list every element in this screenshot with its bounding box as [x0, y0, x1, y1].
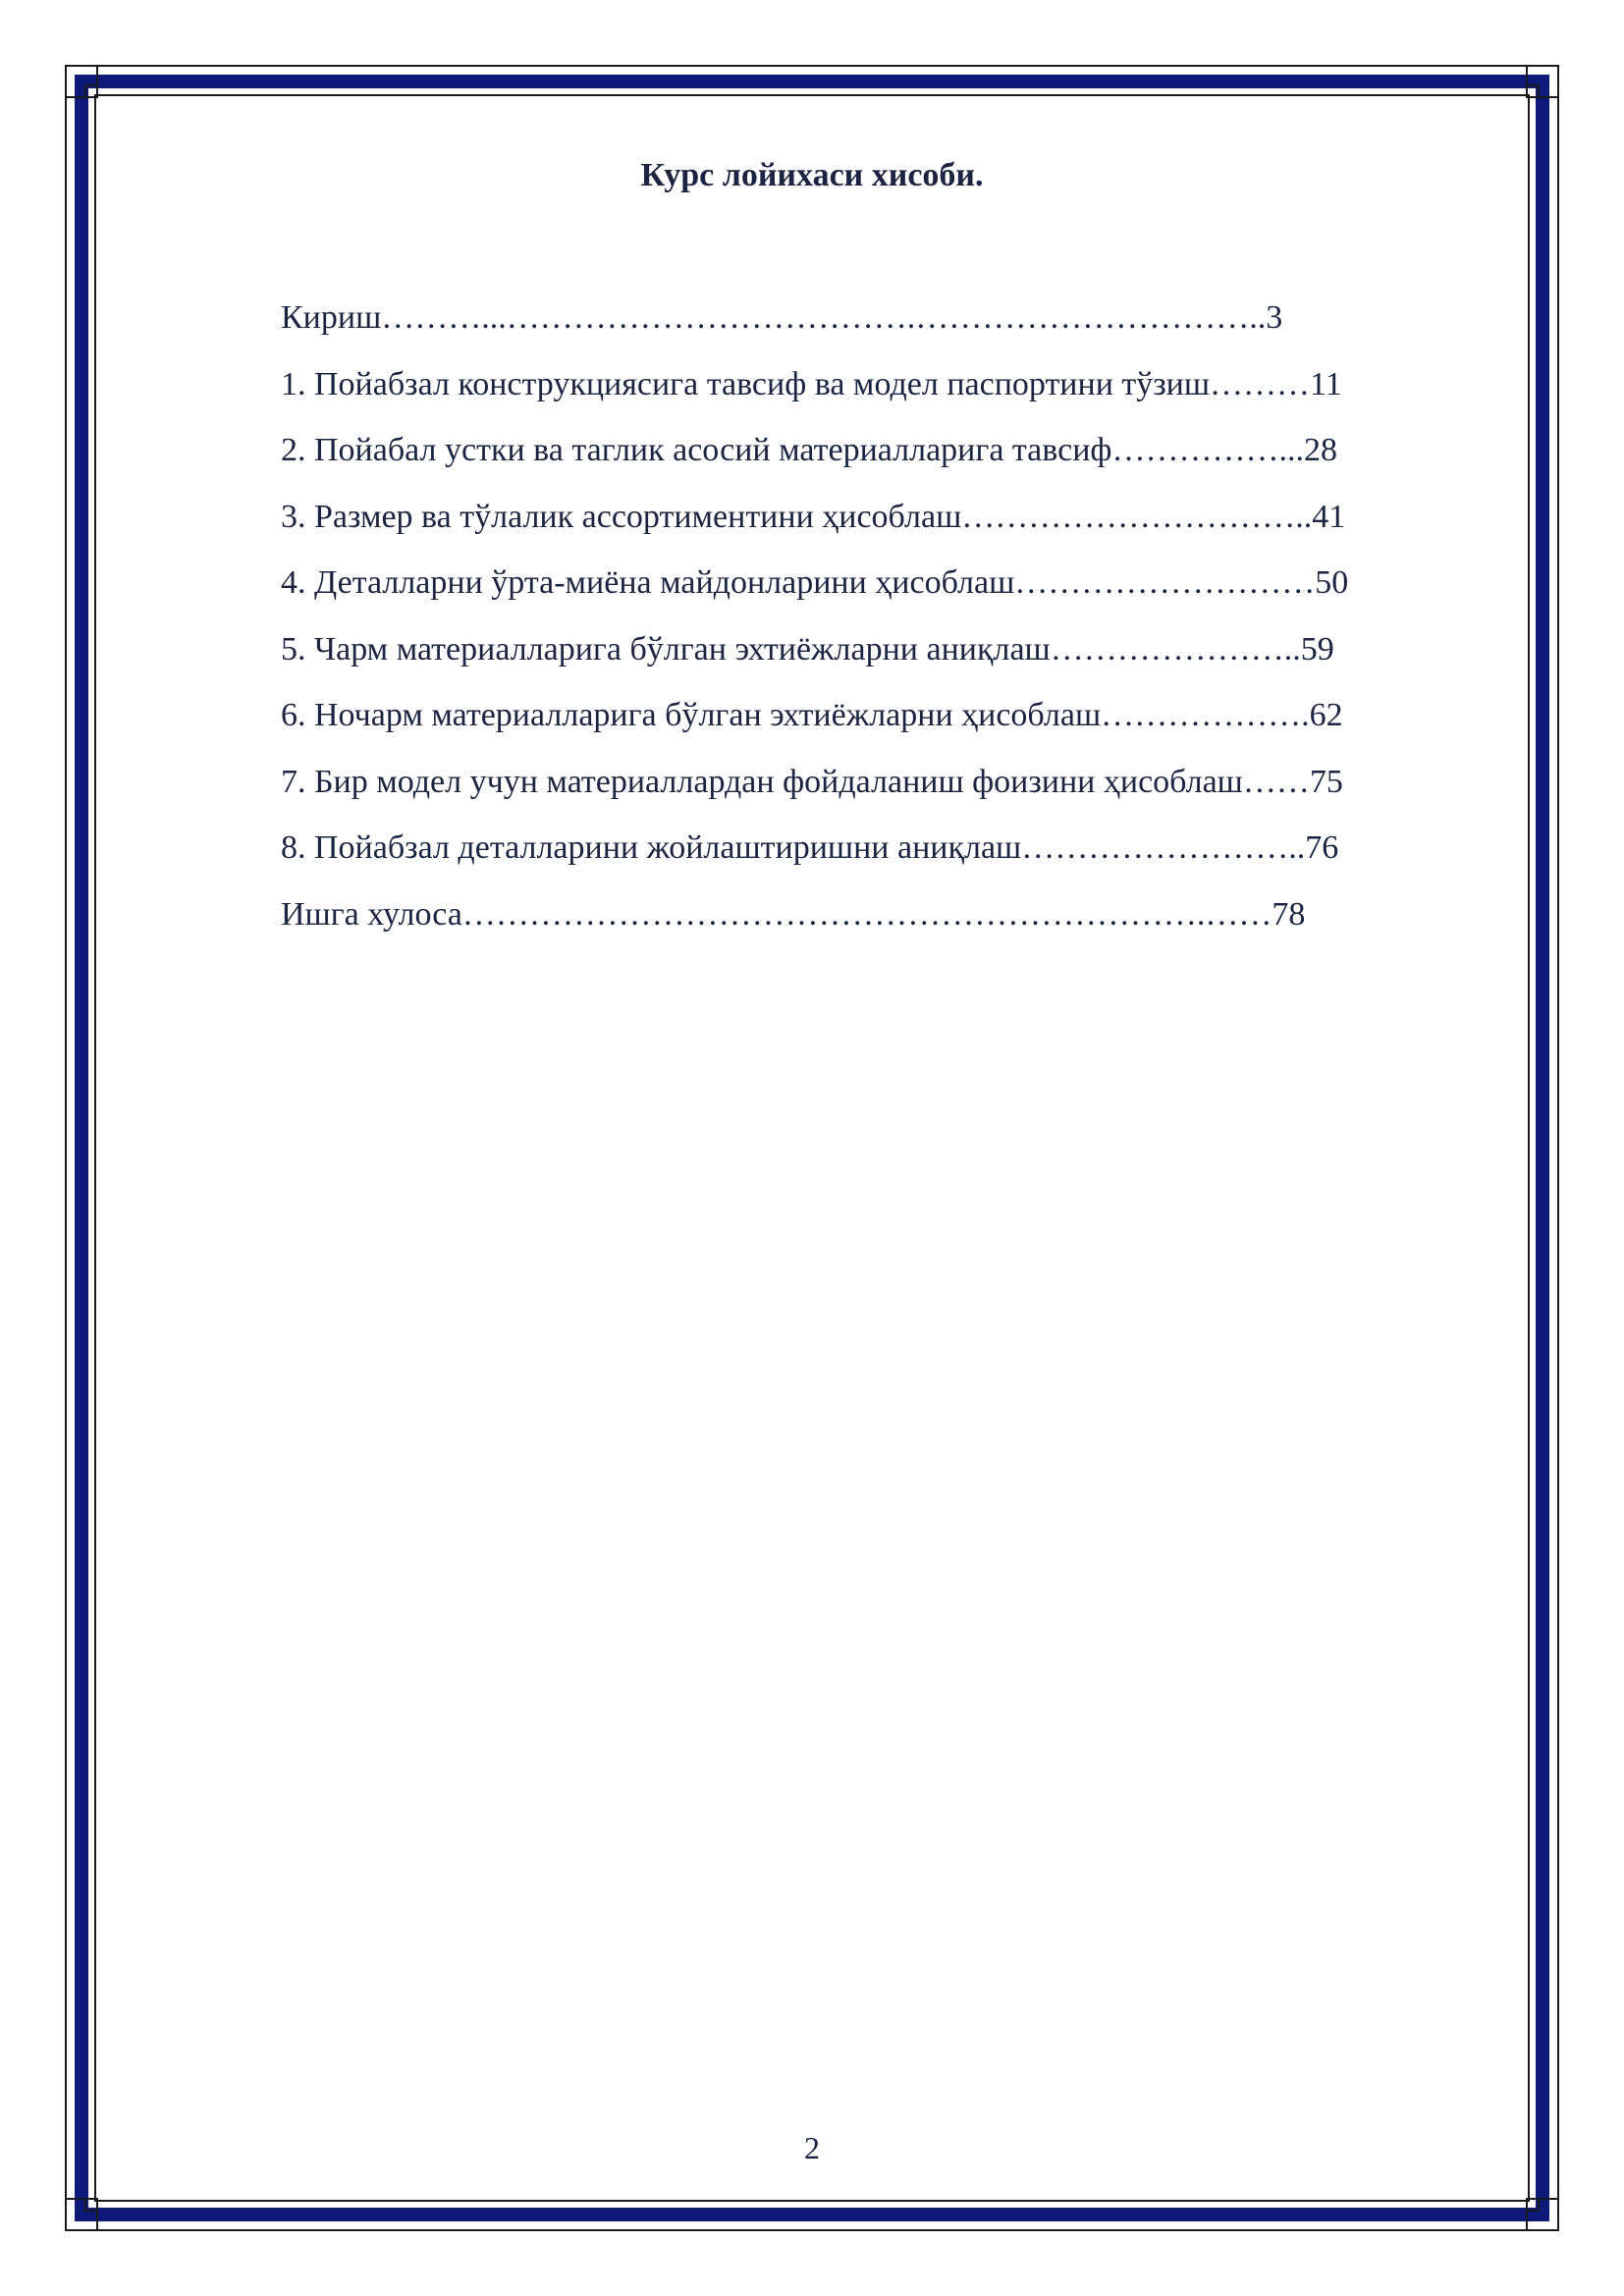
- toc-entry-7: 7. Бир модел учун материаллардан фойдаланиш фоизини ҳисоблаш……75: [281, 763, 1343, 800]
- frame-corner-bottom-right: [1526, 2198, 1559, 2231]
- toc-entry-2: 2. Пойабал устки ва таглик асосий материалларига тавсиф……………...28: [281, 432, 1337, 468]
- frame-corner-top-left: [65, 65, 98, 98]
- frame-corner-top-right: [1526, 65, 1559, 98]
- toc-entry-8: 8. Пойабзал деталларини жойлаштиришни аниқлаш……………………..76: [281, 829, 1339, 866]
- toc-entry-1: 1. Пойабзал конструкциясига тавсиф ва модел паспортини тўзиш………11: [281, 365, 1342, 402]
- toc-entry-4: 4. Деталларни ўрта-миёна майдонларини ҳисоблаш………………………50: [281, 564, 1349, 601]
- toc-entry-6: 6. Ночарм материалларига бўлган эхтиёжларни ҳисоблаш……………….62: [281, 697, 1343, 733]
- page-title: Курс лойихаси хисоби.: [640, 157, 984, 193]
- toc-entry-5: 5. Чарм материалларига бўлган эхтиёжларни аниқлаш…………………..59: [281, 630, 1334, 667]
- page-number: 2: [804, 2130, 820, 2165]
- frame-corner-bottom-left: [65, 2198, 98, 2231]
- toc-entry-conclusion: Ишга хулоса………………………………………………………….……78: [281, 895, 1306, 933]
- toc-entry-introduction: Кириш………...……………………………….…………………………..3: [281, 299, 1283, 336]
- table-of-contents: [281, 285, 1508, 947]
- toc-entry-3: 3. Размер ва тўлалик ассортиментини ҳисоблаш…………………………..41: [281, 498, 1346, 535]
